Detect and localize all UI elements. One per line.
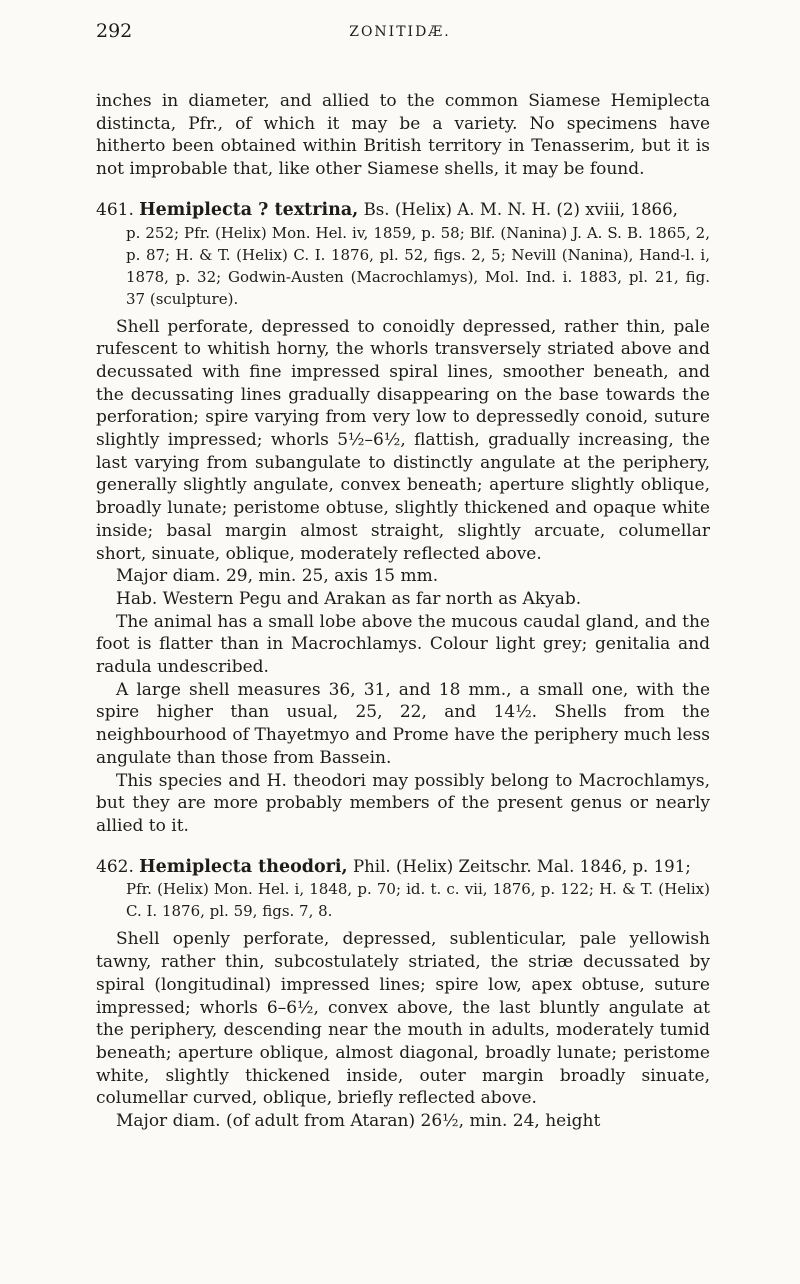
species-refs: Pfr. (Helix) Mon. Hel. i, 1848, p. 70; id. t. c. vii, 1876, p. 122; H. & T. (Helix) C. I. 1876, pl. 59, figs. 7, 8. xyxy=(126,880,710,921)
intro-paragraph: inches in diameter, and allied to the common Siamese Hemiplecta distincta, Pfr., of which it may be a variety. No specimens have hitherto been obtained within British territory in Tenasserim, but it is not improbable that, like other Siamese shells, it may be found. xyxy=(96,91,710,180)
species-variation: A large shell measures 36, 31, and 18 mm., a small one, with the spire higher than usual, 25, 22, and 14½. Shells from the neighbourhood of Thayetmyo and Prome have the periphery much less angulate than those from Bassein. xyxy=(96,679,710,768)
species-measurements: Major diam. (of adult from Ataran) 26½, min. 24, height xyxy=(116,1111,601,1132)
species-refs-first: Phil. (Helix) Zeitschr. Mal. 1846, p. 191; xyxy=(352,856,691,876)
running-head: ZONITIDÆ. xyxy=(349,24,451,40)
species-number: 461. xyxy=(96,199,134,220)
species-animal: The animal has a small lobe above the mucous caudal gland, and the foot is flatter than in Macrochlamys. Colour light grey; genitalia and radula undescribed. xyxy=(96,611,710,678)
species-refs: p. 252; Pfr. (Helix) Mon. Hel. iv, 1859, p. 58; Blf. (Nanina) J. A. S. B. 1865, 2, p. 87; H. & T. (Helix) C. I. 1876, pl. 52, figs. 2, 5; Nevill (Nanina), Hand-l. i, 1878, p. 32; Godwin-Austen (Macrochlamys), Mol. Ind. i. 1883, pl. 21, fig. 37 (sculpture). xyxy=(126,223,710,308)
species-461-entry xyxy=(96,199,710,310)
species-number: 462. xyxy=(96,856,134,877)
species-refs-first: Bs. (Helix) A. M. N. H. (2) xviii, 1866, xyxy=(363,199,678,219)
species-measurements: Major diam. 29, min. 25, axis 15 mm. xyxy=(116,566,439,587)
species-description: Shell openly perforate, depressed, sublenticular, pale yellowish tawny, rather thin, subcostulately striated, the striæ decussated by spiral (longitudinal) impressed lines; spire low, apex obtuse, suture impressed; whorls 6–6½, convex above, the last bluntly angulate at the periphery, descending near the mouth in adults, moderately tumid beneath; aperture oblique, almost diagonal, broadly lunate; peristome white, slightly thickened inside, outer margin broadly sinuate, columellar curved, oblique, briefly reflected above. xyxy=(96,929,710,1109)
species-description: Shell perforate, depressed to conoidly depressed, rather thin, pale rufescent to whitish horny, the whorls transversely striated above and decussated with fine impressed spiral lines, smoother beneath, and the decussating lines gradually disappearing on the base towards the perforation; spire varying from very low to depressedly conoid, suture slightly impressed; whorls 5½–6½, flattish, gradually increasing, the last varying from subangulate to distinctly angulate at the periphery, generally slightly angulate, convex beneath; aperture slightly oblique, broadly lunate; peristome obtuse, slightly thickened and opaque white inside; basal margin almost straight, slightly arcuate, columellar short, sinuate, oblique, moderately reflected above. xyxy=(96,316,710,564)
species-habitat: Hab. Western Pegu and Arakan as far north as Akyab. xyxy=(116,588,582,609)
species-462-entry xyxy=(96,856,710,923)
species-note: This species and H. theodori may possibly belong to Macrochlamys, but they are more probably members of the present genus or nearly allied to it. xyxy=(96,770,710,836)
species-name: Hemiplecta ? textrina, xyxy=(139,199,359,220)
page-body xyxy=(96,90,710,1133)
species-name: Hemiplecta theodori, xyxy=(139,856,348,877)
page-number: 292 xyxy=(96,20,133,42)
